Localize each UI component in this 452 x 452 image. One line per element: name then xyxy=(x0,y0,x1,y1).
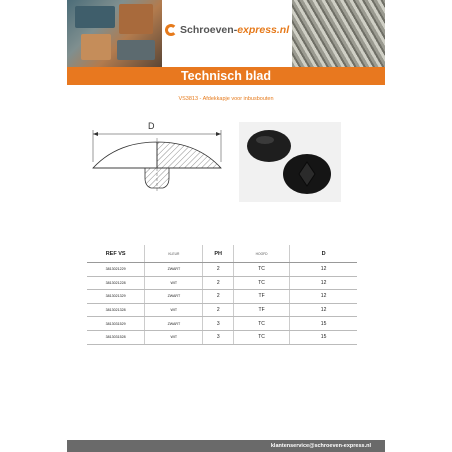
cell-d: 12 xyxy=(290,276,357,290)
dimension-label: D xyxy=(148,121,155,131)
table-row xyxy=(87,330,357,344)
column-header-ref: REF VS xyxy=(87,245,145,263)
cell-kleur: ZWART xyxy=(145,290,203,304)
cell-kleur: WIT xyxy=(145,330,203,344)
cell-ph: 3 xyxy=(203,317,234,331)
cell-d: 12 xyxy=(290,290,357,304)
table-row xyxy=(87,276,357,290)
screws-photo xyxy=(292,0,385,67)
tools-photo xyxy=(67,0,162,67)
cap-right-section xyxy=(157,142,221,168)
table-header-row xyxy=(87,245,357,263)
cell-hoofd: TF xyxy=(234,303,290,317)
logo-area xyxy=(162,0,292,67)
cell-ph: 2 xyxy=(203,290,234,304)
cell-d: 12 xyxy=(290,303,357,317)
cell-hoofd: TF xyxy=(234,290,290,304)
customer-service-email[interactable]: klantenservice@schroeven-express.nl xyxy=(270,443,371,449)
cell-hoofd: TC xyxy=(234,276,290,290)
cell-d: 12 xyxy=(290,263,357,277)
page-title: Technisch blad xyxy=(180,69,272,83)
cell-kleur: WIT xyxy=(145,303,203,317)
brand-logo[interactable] xyxy=(165,24,289,36)
product-subtitle: VS3813 - Afdekkapje voor inbusbouten xyxy=(178,96,274,102)
cell-ph: 2 xyxy=(203,276,234,290)
table-row xyxy=(87,317,357,331)
cell-ref: 3813021229 xyxy=(87,263,145,277)
cell-kleur: ZWART xyxy=(145,263,203,277)
title-bar xyxy=(67,67,385,85)
cell-d: 15 xyxy=(290,330,357,344)
cell-hoofd: TC xyxy=(234,317,290,331)
column-header-hoofd: HOOFD xyxy=(234,245,290,263)
header-banner xyxy=(67,0,385,67)
cell-d: 15 xyxy=(290,317,357,331)
datasheet-page xyxy=(67,0,385,452)
cell-ref: 3813021328 xyxy=(87,303,145,317)
cap-top-view xyxy=(247,130,291,162)
column-header-d: D xyxy=(290,245,357,263)
cell-ph: 3 xyxy=(203,330,234,344)
table-row xyxy=(87,303,357,317)
cell-kleur: ZWART xyxy=(145,317,203,331)
table-row xyxy=(87,290,357,304)
cell-kleur: WIT xyxy=(145,276,203,290)
specs-table xyxy=(87,245,357,345)
footer-bar xyxy=(67,440,385,452)
cell-hoofd: TC xyxy=(234,330,290,344)
cell-hoofd: TC xyxy=(234,263,290,277)
logo-text: Schroeven-express.nl xyxy=(180,24,290,36)
technical-drawing xyxy=(87,118,227,198)
product-photo xyxy=(239,122,341,202)
cell-ref: 3813031528 xyxy=(87,330,145,344)
cell-ref: 3813031529 xyxy=(87,317,145,331)
column-header-ph: PH xyxy=(203,245,234,263)
cell-ph: 2 xyxy=(203,303,234,317)
cell-ph: 2 xyxy=(203,263,234,277)
cap-left-profile xyxy=(93,142,157,168)
logo-icon xyxy=(165,24,177,36)
cell-ref: 3813021329 xyxy=(87,290,145,304)
column-header-kleur: KLEUR xyxy=(145,245,203,263)
table-row xyxy=(87,263,357,277)
cell-ref: 3813021228 xyxy=(87,276,145,290)
